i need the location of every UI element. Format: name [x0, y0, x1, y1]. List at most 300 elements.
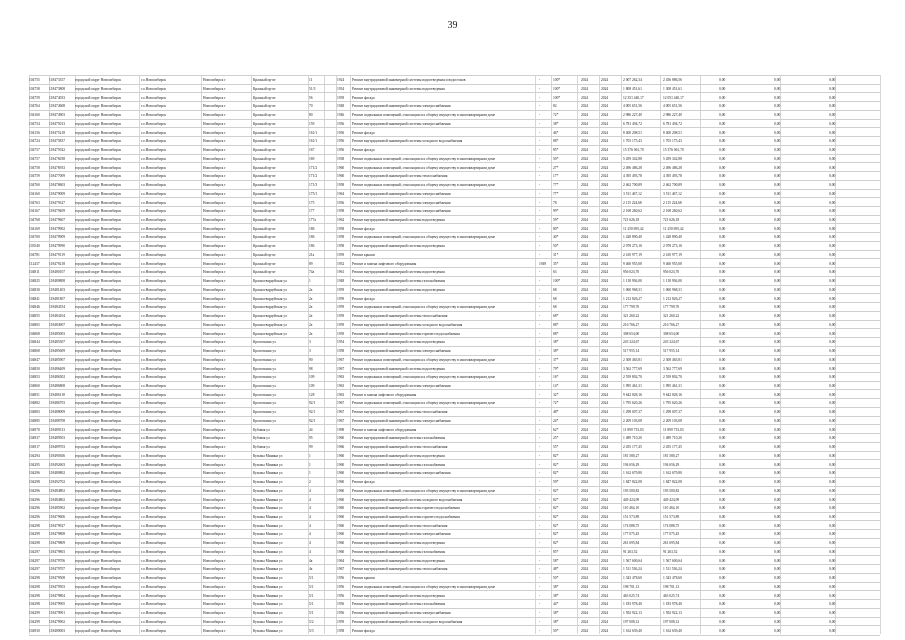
cell-zero-b: 0,00: [774, 226, 781, 231]
cell-wear: 38*: [553, 349, 559, 354]
cell-mark: -: [539, 235, 541, 240]
cell-year-end: 2024: [601, 619, 609, 624]
cell-wear: 79*: [553, 366, 559, 371]
cell-wear: 50*: [553, 156, 559, 161]
cell-extra: [325, 574, 335, 576]
cell-year-built: 1966: [337, 445, 345, 450]
cell-year-built: 1960: [337, 514, 345, 519]
cell-year-built: 1959: [337, 252, 345, 257]
cell-mark: -: [539, 183, 541, 188]
cell-street: Кузьмы Минина ул: [253, 619, 283, 624]
cell-zero-c: 0,00: [829, 584, 836, 589]
cell-zero-b: 0,00: [774, 357, 781, 362]
cell-house: 92/1: [309, 418, 316, 423]
cell-extra: [325, 452, 335, 454]
cell-house: 4: [309, 549, 311, 554]
cell-work-type: Ремонт и замена лифтового оборудования: [352, 392, 417, 397]
cell-house-code: 118481807: [49, 296, 66, 301]
cell-house-code: 118486118: [49, 392, 65, 397]
cell-zero-a: 0,00: [719, 576, 726, 581]
cell-id: 104297: [29, 549, 40, 554]
cell-work-type: Ремонт внутридомовой инженерной системы холодного водоснабжения: [352, 497, 463, 502]
cell-zero-b: 0,00: [774, 322, 781, 327]
cell-year-built: 1952: [337, 261, 345, 266]
cell-wear: 50*: [553, 628, 559, 633]
cell-year-built: 1960: [337, 165, 345, 170]
cell-year-start: 2024: [581, 357, 589, 362]
cell-wear: 38*: [553, 340, 559, 345]
cell-cost-total: 9 460 955,08: [623, 261, 642, 266]
cell-zero-b: 0,00: [774, 331, 781, 336]
cell-cost-total: 11 250 695,42: [623, 226, 644, 231]
cell-zero-a: 0,00: [719, 331, 726, 336]
cell-year-end: 2024: [601, 244, 609, 249]
cell-house-code: 118479409: [49, 209, 66, 214]
cell-year-end: 2024: [601, 445, 609, 450]
cell-street: Красный пр-кт: [253, 226, 276, 231]
cell-year-built: 1936: [337, 200, 345, 205]
cell-id: 104811: [29, 270, 40, 275]
cell-house: 186: [309, 235, 315, 240]
cell-okrug: городской округ Новосибирск: [75, 165, 122, 170]
cell-zero-a: 0,00: [719, 261, 726, 266]
cell-settlement: Новосибирск г: [203, 235, 226, 240]
cell-street: Кузьмы Минина ул: [253, 593, 283, 598]
cell-okrug: городской округ Новосибирск: [75, 226, 122, 231]
cell-house-code: 118490306: [49, 453, 66, 458]
cell-zero-c: 0,00: [829, 174, 836, 179]
cell-house: 92/1: [309, 410, 316, 415]
cell-zero-a: 0,00: [719, 488, 726, 493]
cell-settlement: Новосибирск г: [203, 427, 226, 432]
cell-house: 5/1: [309, 602, 314, 607]
cell-house: 171/2: [309, 174, 318, 179]
cell-work-type: Ремонт внутридомовой инженерной системы электроснабжения: [352, 191, 451, 196]
cell-municipality: г.о.Новосибирск: [141, 453, 167, 458]
cell-extra: [325, 102, 335, 104]
cell-municipality: г.о.Новосибирск: [141, 462, 167, 467]
cell-year-start: 2024: [581, 209, 589, 214]
cell-settlement: Новосибирск г: [203, 541, 226, 546]
cell-zero-c: 0,00: [829, 506, 836, 511]
cell-house-code: 118479119: [49, 252, 65, 257]
cell-zero-a: 0,00: [719, 104, 726, 109]
cell-settlement: Новосибирск г: [203, 383, 226, 388]
cell-settlement: Новосибирск г: [203, 462, 226, 467]
cell-house-code: 118479804: [49, 593, 66, 598]
cell-zero-a: 0,00: [719, 322, 726, 327]
cell-work-type: Ремонт подвальных помещений, относящихся к общему имуществу в многоквартирном доме: [352, 156, 496, 161]
cell-house-code: 118485902: [49, 506, 66, 511]
cell-year-end: 2024: [601, 628, 609, 633]
cell-cost-fund: 2 455 177,45: [663, 445, 682, 450]
cell-year-start: 2024: [581, 121, 589, 126]
cell-wear: 24*: [553, 418, 559, 423]
cell-zero-a: 0,00: [719, 619, 726, 624]
cell-cost-fund: 2 078 273,16: [663, 244, 682, 249]
cell-house-code: 118475218: [49, 130, 66, 135]
cell-street: Кубовая ул: [253, 427, 270, 432]
cell-house: 4: [309, 488, 311, 493]
cell-cost-fund: 11 890 733,03: [663, 427, 684, 432]
cell-house: 5/1: [309, 584, 314, 589]
cell-cost-total: 2 007 262,34: [623, 78, 642, 83]
cell-work-type: Ремонт внутридомовой инженерной системы водоотведения: [352, 366, 445, 371]
cell-extra: [325, 120, 335, 122]
cell-id: 104865: [29, 322, 40, 327]
cell-zero-b: 0,00: [774, 366, 781, 371]
cell-street: Кузьмы Минина ул: [253, 611, 283, 616]
cell-cost-total: 177 075,45: [623, 532, 640, 537]
cell-zero-c: 0,00: [829, 445, 836, 450]
cell-house-code: 118480107: [49, 270, 66, 275]
cell-settlement: Новосибирск г: [203, 567, 226, 572]
cell-zero-a: 0,00: [719, 148, 726, 153]
cell-extra: [325, 294, 335, 296]
cell-settlement: Новосибирск г: [203, 305, 226, 310]
cell-year-start: 2024: [581, 244, 589, 249]
cell-extra: [325, 251, 335, 253]
cell-year-start: 2024: [581, 418, 589, 423]
cell-okrug: городской округ Новосибирск: [75, 314, 122, 319]
cell-zero-c: 0,00: [829, 593, 836, 598]
cell-work-type: Ремонт фасада: [352, 226, 375, 231]
cell-house-code: 118475013: [49, 121, 66, 126]
cell-okrug: городской округ Новосibирск: [75, 567, 121, 572]
cell-work-type: Ремонт подвальных помещений, относящихся к общему имуществу в многоквартирном доме: [352, 488, 496, 493]
cell-cost-fund: 1 162 679,80: [663, 471, 682, 476]
cell-extra: [325, 600, 335, 602]
cell-work-type: Ремонт внутридомовой инженерной системы водоотведения: [352, 270, 445, 275]
cell-year-built: 1958: [337, 235, 345, 240]
cell-settlement: Новосибирск г: [203, 593, 226, 598]
cell-zero-b: 0,00: [774, 375, 781, 380]
cell-municipality: г.о.Новосибирск: [141, 331, 167, 336]
cell-cost-fund: 1 343 478,60: [663, 576, 682, 581]
cell-id: 104299: [29, 532, 40, 537]
cell-settlement: Новосибирск г: [203, 226, 226, 231]
cell-okrug: городской округ Новосибирск: [75, 218, 122, 223]
cell-mark: -: [539, 252, 541, 257]
cell-work-type: Ремонт внутридомовой инженерной системы горячего водоснабжения: [352, 506, 460, 511]
cell-work-type: Ремонт внутридомовой инженерной системы электроснабжения: [352, 349, 451, 354]
cell-wear: 25*: [553, 436, 559, 441]
cell-year-start: 2024: [581, 541, 589, 546]
cell-municipality: г.о.Новосибирск: [141, 593, 167, 598]
cell-municipality: г.о.Новосибирск: [141, 305, 167, 310]
cell-id: 104758: [29, 87, 40, 91]
cell-year-end: 2024: [601, 383, 609, 388]
cell-work-type: Ремонт внутридомовой инженерной системы электроснабжения: [352, 209, 451, 214]
cell-okrug: городской округ Новосибирск: [75, 611, 122, 616]
cell-house: 1: [309, 453, 311, 458]
cell-zero-a: 0,00: [719, 462, 726, 467]
cell-cost-fund: 6 781 494,72: [663, 121, 682, 126]
cell-id: 104298: [29, 602, 40, 607]
cell-street: Кузьмы Минина ул: [253, 558, 283, 563]
cell-year-end: 2024: [601, 506, 609, 511]
cell-id: 104296: [29, 488, 40, 493]
cell-cost-fund: 5 459 342,88: [663, 156, 682, 161]
cell-mark: -: [539, 270, 541, 275]
cell-zero-c: 0,00: [829, 191, 836, 196]
cell-municipality: г.о.Новосибирск: [141, 235, 167, 240]
cell-year-start: 2024: [581, 270, 589, 275]
cell-year-end: 2024: [601, 148, 609, 153]
cell-zero-c: 0,00: [829, 270, 836, 275]
cell-okrug: городской округ Новосибирск: [75, 349, 122, 354]
cell-cost-fund: 2 410 977,19: [663, 252, 682, 257]
cell-house-code: 118479218: [49, 261, 66, 266]
cell-cost-total: 463 025,74: [623, 593, 640, 598]
cell-zero-c: 0,00: [829, 113, 836, 118]
cell-extra: [325, 163, 335, 165]
cell-work-type: Ремонт внутридомовой инженерной системы теплоснабжения: [352, 174, 448, 179]
cell-wear: 85*: [553, 549, 559, 554]
capital-repair-table: [29, 75, 880, 634]
cell-id: 104758: [29, 165, 40, 170]
cell-cost-fund: 2 986 227,40: [663, 113, 682, 118]
cell-zero-a: 0,00: [719, 366, 726, 371]
cell-wear: 85*: [553, 148, 559, 153]
cell-zero-a: 0,00: [719, 156, 726, 161]
cell-wear: 78: [553, 200, 557, 205]
cell-zero-c: 0,00: [829, 392, 836, 397]
cell-zero-c: 0,00: [829, 148, 836, 153]
cell-cost-total: 243 324,67: [623, 340, 640, 345]
cell-extra: [325, 504, 335, 506]
cell-okrug: городской округ Новосибирск: [75, 558, 122, 563]
cell-zero-c: 0,00: [829, 331, 836, 336]
cell-street: Кузьмы Минина ул: [253, 462, 283, 467]
cell-street: Красный пр-кт: [253, 218, 276, 223]
cell-year-start: 2024: [581, 165, 589, 170]
cell-zero-b: 0,00: [774, 410, 781, 415]
cell-zero-a: 0,00: [719, 226, 726, 231]
cell-year-start: 2024: [581, 349, 589, 354]
cell-cost-fund: 1 995 461,31: [663, 383, 682, 388]
cell-zero-b: 0,00: [774, 287, 781, 292]
cell-cost-total: 2 986 227,40: [623, 113, 642, 118]
cell-zero-b: 0,00: [774, 480, 781, 485]
cell-id: 104851: [29, 392, 40, 397]
cell-street: Красный пр-кт: [253, 113, 276, 118]
cell-extra: [325, 609, 335, 611]
cell-extra: [325, 417, 335, 419]
cell-year-end: 2024: [601, 261, 609, 266]
cell-okrug: городской округ Новосибирск: [75, 78, 122, 83]
cell-work-type: Ремонт внутридомовой инженерной системы холодного водоснабжения: [352, 619, 463, 624]
cell-year-built: 1956: [337, 602, 345, 607]
cell-settlement: Новосибирск г: [203, 218, 226, 223]
cell-zero-b: 0,00: [774, 453, 781, 458]
cell-house: 2: [309, 480, 311, 485]
cell-cost-fund: 1 212 826,27: [663, 296, 682, 301]
cell-municipality: г.о.Новосибирск: [141, 549, 167, 554]
cell-zero-c: 0,00: [829, 252, 836, 257]
cell-zero-a: 0,00: [719, 279, 726, 284]
cell-house-code: 118474033: [49, 95, 66, 100]
cell-zero-c: 0,00: [829, 296, 836, 301]
cell-house: 44: [309, 427, 313, 432]
cell-year-start: 2024: [581, 261, 589, 266]
cell-zero-a: 0,00: [719, 436, 726, 441]
cell-year-start: 2024: [581, 174, 589, 179]
cell-house: 5/2: [309, 619, 314, 624]
cell-street: Кропоткина ул: [253, 383, 276, 388]
cell-mark: -: [539, 549, 541, 554]
cell-wear: 44*: [553, 602, 559, 607]
cell-cost-total: 2 455 177,45: [623, 445, 642, 450]
cell-year-start: 2024: [581, 113, 589, 118]
cell-zero-b: 0,00: [774, 383, 781, 388]
cell-settlement: Новосибирск г: [203, 532, 226, 537]
cell-year-built: 1959: [337, 619, 345, 624]
cell-cost-fund: 9 460 955,08: [663, 261, 682, 266]
cell-wear: 37*: [553, 357, 559, 362]
cell-wear: 82*: [553, 471, 559, 476]
cell-municipality: г.о.Новосибирск: [141, 523, 167, 528]
cell-zero-a: 0,00: [719, 235, 726, 240]
cell-house-code: 118479009: [49, 191, 66, 196]
cell-work-type: Ремонт внутридомовой инженерной системы электроснабжения: [352, 121, 451, 126]
cell-house: 171/2: [309, 165, 318, 170]
cell-house: 186: [309, 244, 315, 249]
cell-municipality: г.о.Новосибирск: [141, 392, 167, 397]
cell-street: Красный пр-кт: [253, 200, 276, 205]
cell-zero-a: 0,00: [719, 174, 726, 179]
cell-year-start: 2024: [581, 628, 589, 633]
cell-id: 104160: [29, 191, 40, 196]
cell-year-start: 2024: [581, 558, 589, 563]
cell-cost-fund: 9 642 828,16: [663, 392, 682, 397]
cell-street: Кузьмы Минина ул: [253, 541, 283, 546]
cell-year-start: 2024: [581, 279, 589, 284]
cell-extra: [325, 268, 335, 270]
cell-year-start: 2024: [581, 87, 589, 91]
cell-year-end: 2024: [601, 357, 609, 362]
cell-year-end: 2024: [601, 410, 609, 415]
cell-year-start: 2024: [581, 148, 589, 153]
cell-year-built: 1958: [337, 183, 345, 188]
cell-zero-c: 0,00: [829, 165, 836, 170]
cell-cost-total: 2 078 273,16: [623, 244, 642, 249]
cell-cost-fund: 15 376 061,70: [663, 148, 684, 153]
cell-cost-fund: 4 005 651,56: [663, 104, 682, 109]
cell-house-code: 118478603: [49, 183, 66, 188]
cell-zero-c: 0,00: [829, 619, 836, 624]
cell-municipality: г.о.Новосибирск: [141, 165, 167, 170]
cell-cost-total: 1 060 968,31: [623, 287, 642, 292]
cell-year-built: 1938: [337, 156, 345, 161]
cell-extra: [325, 460, 335, 462]
cell-zero-b: 0,00: [774, 130, 781, 135]
cell-street: Кропоткина ул: [253, 375, 276, 380]
cell-municipality: г.о.Новосибирск: [141, 139, 167, 144]
cell-zero-b: 0,00: [774, 218, 781, 223]
cell-cost-total: 1 162 679,80: [623, 471, 642, 476]
cell-extra: [325, 216, 335, 218]
cell-mark: -: [539, 156, 541, 161]
cell-year-start: 2024: [581, 78, 589, 83]
cell-street: Кузьмы Минина ул: [253, 480, 283, 485]
cell-municipality: г.о.Новосибирск: [141, 497, 167, 502]
cell-zero-b: 0,00: [774, 462, 781, 467]
cell-zero-a: 0,00: [719, 445, 726, 450]
cell-work-type: Ремонт внутридомовой инженерной системы электроснабжения: [352, 418, 451, 423]
cell-year-start: 2024: [581, 322, 589, 327]
cell-cost-total: 1 795 620,26: [623, 401, 642, 406]
cell-house-code: 118479927: [49, 523, 66, 528]
cell-house-code: 118479905: [49, 602, 66, 607]
cell-municipality: г.о.Новосибирск: [141, 584, 167, 589]
cell-zero-b: 0,00: [774, 279, 781, 284]
cell-year-end: 2024: [601, 453, 609, 458]
cell-work-type: Ремонт внутридомовой инженерной системы газоснабжения: [352, 462, 446, 467]
cell-zero-b: 0,00: [774, 523, 781, 528]
cell-zero-a: 0,00: [719, 392, 726, 397]
cell-year-built: 1963: [337, 383, 345, 388]
cell-zero-a: 0,00: [719, 200, 726, 205]
cell-year-end: 2024: [601, 462, 609, 467]
cell-okrug: городской округ Новосибирск: [75, 383, 122, 388]
cell-year-built: 1960: [337, 488, 345, 493]
cell-work-type: Ремонт внутридомовой инженерной системы теплоснабжения: [352, 410, 448, 415]
cell-year-built: 1960: [337, 497, 345, 502]
cell-house-code: 118477009: [49, 174, 66, 179]
cell-zero-c: 0,00: [829, 235, 836, 240]
cell-house: 177: [309, 209, 315, 214]
cell-work-type: Ремонт внутридомовой инженерной системы водоотведения: [352, 87, 445, 91]
cell-extra: [325, 618, 335, 620]
cell-zero-b: 0,00: [774, 87, 781, 91]
table-row: [29, 625, 880, 636]
cell-year-built: 1963: [337, 375, 345, 380]
cell-street: Красный пр-кт: [253, 261, 276, 266]
cell-year-built: 1967: [337, 357, 345, 362]
cell-zero-b: 0,00: [774, 514, 781, 519]
cell-work-type: Ремонт внутридомовой инженерной системы водоотведения: [352, 453, 445, 458]
cell-cost-fund: 1 428 890,40: [663, 235, 682, 240]
cell-house-code: 118475837: [49, 139, 66, 144]
cell-municipality: г.о.Новосибирск: [141, 541, 167, 546]
cell-zero-b: 0,00: [774, 567, 781, 572]
cell-cost-fund: 2 559 802,70: [663, 375, 682, 380]
cell-year-built: 1962: [337, 218, 345, 223]
cell-zero-a: 0,00: [719, 383, 726, 388]
cell-house-code: 118474608: [49, 104, 66, 109]
cell-mark: -: [539, 226, 541, 231]
cell-house-code: 118485907: [49, 357, 66, 362]
cell-municipality: г.о.Новосибирск: [141, 401, 167, 406]
cell-mark: -: [539, 619, 541, 624]
cell-extra: [325, 155, 335, 157]
cell-cost-fund: 1 162 639,40: [663, 628, 682, 633]
cell-id: 104296: [29, 506, 40, 511]
cell-year-end: 2024: [601, 165, 609, 170]
cell-zero-a: 0,00: [719, 130, 726, 135]
cell-year-end: 2024: [601, 218, 609, 223]
cell-mark: -: [539, 523, 541, 528]
cell-cost-fund: 198 701,13: [663, 584, 680, 589]
cell-zero-c: 0,00: [829, 87, 836, 91]
cell-work-type: Ремонт внутридомовой инженерной системы водоотведения и водостоков: [352, 78, 466, 83]
cell-id: 104156: [29, 130, 40, 135]
cell-okrug: городской округ Новосибирск: [75, 252, 122, 257]
cell-wear: 82*: [553, 532, 559, 537]
cell-year-end: 2024: [601, 174, 609, 179]
cell-zero-c: 0,00: [829, 226, 836, 231]
